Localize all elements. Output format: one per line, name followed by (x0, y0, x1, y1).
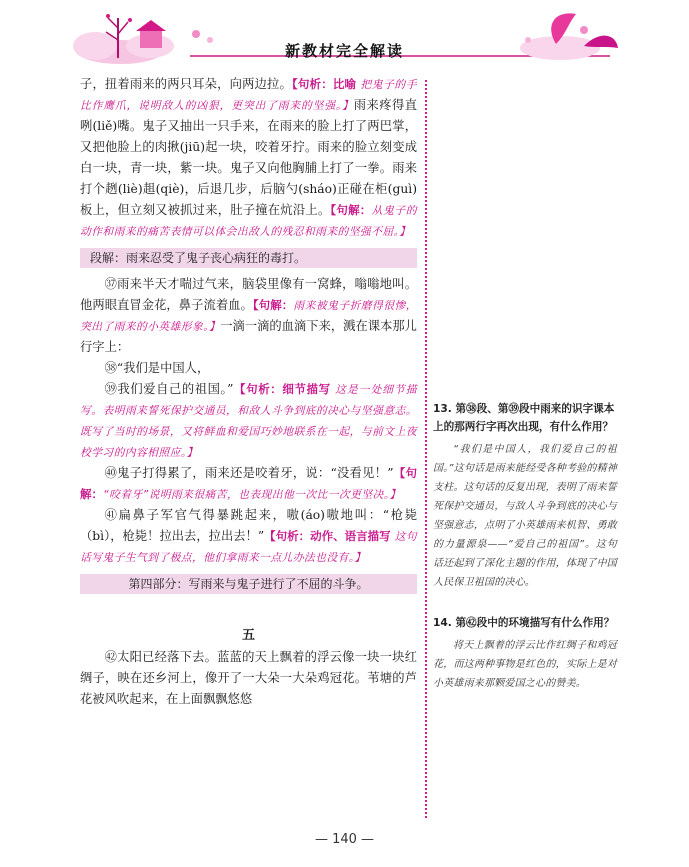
annotation-note: 把鬼子的手比作鹰爪，说明敌人的凶狠，更突出了雨来的坚强。】 (80, 78, 417, 112)
annotation-note: 这句话写鬼子生气到了极点，他们拿雨来一点儿办法也没有。】 (80, 530, 417, 564)
paragraph-text: ㊶扁鼻子军官气得暴跳起来，嗷(áo)嗷地叫：“枪毙（bì），枪毙！拉出去，拉出去！” (80, 508, 417, 543)
annotation-tag: 【句解： (330, 203, 372, 217)
part-summary-text: 第四部分：写雨来与鬼子进行了不屈的斗争。 (128, 577, 369, 591)
summary-text: 雨来忍受了鬼子丧心病狂的毒打。 (126, 251, 307, 265)
summary-label: 段解： (90, 251, 127, 265)
header-decoration (0, 0, 689, 78)
side-column (433, 400, 617, 693)
answer-14: 将天上飘着的浮云比作红绸子和鸡冠花，而这两种事物是红色的，实际上是对小英雄雨来那颗爱国之心的赞美。 (433, 640, 617, 689)
annotation-tag: 【句析：细节描写 (233, 382, 331, 396)
paragraph-38 (80, 358, 417, 379)
question-13: 13. 第㊳段、第㊴段中雨来的识字课本上的那两行字再次出现，有什么作用？ (433, 403, 615, 433)
section-title: 五 (241, 628, 255, 643)
annotation-note: 这是一处细节描写。表明雨来誓死保护交通员，和敌人斗争到底的决心与坚强意志。既写了当时的场景，又将鲜血和爱国巧妙地联系在一起，与前文上夜校学习的内容相照应。】 (80, 383, 417, 459)
column-divider (425, 80, 427, 818)
paragraph-text: ㊲雨来半天才喘过气来，脑袋里像有一窝蜂，嗡嗡地叫。他两眼直冒金花，鼻子流着血。 (80, 277, 417, 312)
paragraph-text: 一滴一滴的血滴下来，溅在课本那儿行字上： (80, 319, 417, 354)
paragraph-text: ㊳“我们是中国人， (104, 361, 210, 375)
annotation-tag: 【句析：动作、语言描写 (264, 529, 391, 543)
question-14: 14. 第㊷段中的环境描写有什么作用？ (433, 617, 615, 629)
header-title: 新教材完全解读 (284, 42, 404, 60)
annotation-tag: 【句析：比喻 (291, 77, 357, 91)
paragraph-42 (80, 647, 417, 710)
annotation-note: 雨来被鬼子折磨得很惨，突出了雨来的小英雄形象。】 (80, 299, 417, 333)
part-summary-band (80, 574, 417, 594)
annotation-tag: 【句解： (252, 298, 294, 312)
annotation-note: 从鬼子的动作和雨来的痛苦表情可以体会出敌人的残忍和雨来的坚强不屈。】 (80, 204, 417, 238)
page-header (0, 0, 689, 78)
paragraph-text: 雨来疼得直咧(liě)嘴。鬼子又抽出一只手来，在雨来的脸上打了两巴掌，又把他脸上的肉揪(jiū)起一块，咬着牙拧。雨来的脸立刻变成白一块，青一块，紫一块。鬼子又向他胸脯上打了一拳。雨来打个趔(liè)趄(qiè)，后退几步，后脑勺(sháo)正碰在柜(guì)板上，但立刻又被抓过来，肚子撞在炕沿上。 (80, 98, 417, 217)
paragraph-39 (80, 379, 417, 463)
page-number: — 140 — (314, 832, 375, 847)
paragraph-text: ㊴我们爱自己的祖国。” (104, 382, 234, 396)
paragraph-text: ㊵鬼子打得累了，雨来还是咬着牙，说：“没看见！” (104, 466, 394, 480)
paragraph-summary-band (80, 248, 417, 268)
main-column (80, 74, 417, 710)
paragraph-41 (80, 505, 417, 568)
answer-13: “我们是中国人，我们爱自己的祖国。”这句话是雨来能经受各种考验的精神支柱。这句话的反复出现，表明了雨来誓死保护交通员，与敌人斗争到底的决心与坚强意志，点明了小英雄雨来机智、勇敢的力量源泉——“爱自己的祖国”。这句话还起到了深化主题的作用，体现了中国人民保卫祖国的决心。 (433, 444, 617, 588)
annotation-tag: 【句解： (80, 466, 418, 501)
paragraph-40 (80, 463, 417, 505)
paragraph-text: 子，扭着雨来的两只耳朵，向两边拉。 (80, 77, 292, 91)
paragraph-37 (80, 274, 417, 358)
paragraph-text: ㊷太阳已经落下去。蓝蓝的天上飘着的浮云像一块一块红绸子，映在还乡河上，像开了一大朵一大朵鸡冠花。苇塘的芦花被风吹起来，在上面飘飘悠悠 (80, 650, 417, 706)
paragraph-36 (80, 74, 417, 242)
annotation-note: “咬着牙”说明雨来很痛苦，也表现出他一次比一次更坚决。】 (103, 488, 401, 501)
